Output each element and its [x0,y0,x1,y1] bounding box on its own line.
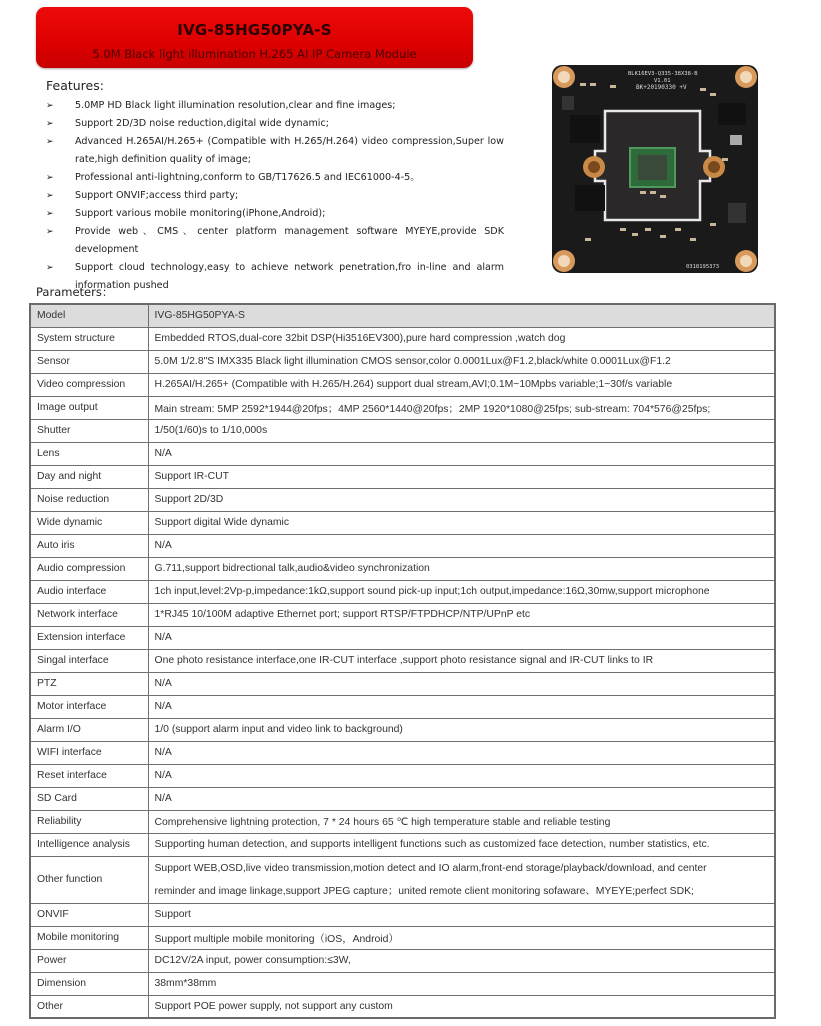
table-row [30,833,775,856]
table-row [30,949,775,972]
param-label: Sensor [30,350,148,373]
parameters-table [29,303,776,1019]
product-subtitle: 5.0M Black light illumination H.265 AI IP Camera Module [92,47,417,61]
table-row [30,972,775,995]
feature-item: ➢ 5.0MP HD Black light illumination resolution,clear and fine images; [46,97,504,115]
table-row [30,350,775,373]
param-label: Audio interface [30,580,148,603]
param-value: Supporting human detection, and supports intelligent functions such as customized face detection, number statistics, etc. [148,833,775,856]
param-label: PTZ [30,672,148,695]
table-row [30,626,775,649]
feature-item: ➢ Professional anti-lightning,conform to GB/T17626.5 and IEC61000-4-5。 [46,169,504,187]
param-value: N/A [148,442,775,465]
table-row [30,903,775,926]
arrow-bullet-icon: ➢ [46,227,54,237]
title-banner [36,7,473,68]
arrow-bullet-icon: ➢ [46,173,54,183]
param-label: SD Card [30,787,148,810]
table-row [30,603,775,626]
param-value: 1/50(1/60)s to 1/10,000s [148,419,775,442]
param-value: N/A [148,534,775,557]
svg-text:BLK16EV3-Q335-38X38-B: BLK16EV3-Q335-38X38-B [628,71,698,77]
table-row [30,396,775,419]
parameters-heading: Parameters： [36,285,114,299]
param-label: Reset interface [30,764,148,787]
param-value: N/A [148,787,775,810]
param-value: Support [148,903,775,926]
param-label: Singal interface [30,649,148,672]
table-row [30,465,775,488]
table-row [30,718,775,741]
param-value: 5.0M 1/2.8"S IMX335 Black light illumination CMOS sensor,color 0.0001Lux@F1.2,black/white 0.0001Lux@F1.2 [148,350,775,373]
svg-text:V1.01: V1.01 [654,78,671,84]
table-row [30,695,775,718]
param-label: Network interface [30,603,148,626]
table-row [30,649,775,672]
table-row [30,787,775,810]
param-label: Motor interface [30,695,148,718]
table-row [30,511,775,534]
feature-item: ➢ Support various mobile monitoring(iPhone,Android); [46,205,504,223]
feature-item: ➢ Advanced H.265AI/H.265+ (Compatible with H.265/H.264) video compression,Super low rate,high definition quality of image; [46,133,504,169]
table-row [30,419,775,442]
param-label: Image output [30,396,148,419]
param-value: Main stream: 5MP 2592*1944@20fps；4MP 2560*1440@20fps；2MP 1920*1080@25fps; sub-stream: 704*576@25fps; [148,396,775,419]
table-row [30,442,775,465]
param-value: N/A [148,695,775,718]
param-value: One photo resistance interface,one IR-CUT interface ,support photo resistance signal and IR-CUT links to IR [148,649,775,672]
param-value: 1*RJ45 10/100M adaptive Ethernet port; support RTSP/FTPDHCP/NTP/UPnP etc [148,603,775,626]
features-heading: Features: [46,78,104,93]
param-label: Power [30,949,148,972]
param-label: Intelligence analysis [30,833,148,856]
table-row [30,995,775,1018]
param-label: Audio compression [30,557,148,580]
table-row [30,764,775,787]
feature-item: ➢ Provide web、CMS、center platform management software MYEYE,provide SDK development [46,223,504,259]
table-row [30,672,775,695]
arrow-bullet-icon: ➢ [46,119,54,129]
arrow-bullet-icon: ➢ [46,191,54,201]
param-value: Support digital Wide dynamic [148,511,775,534]
param-value: Support POE power supply, not support any custom [148,995,775,1018]
table-row [30,327,775,350]
param-label: WIFI interface [30,741,148,764]
param-label: Model [30,304,148,327]
param-value: DC12V/2A input, power consumption:≤3W, [148,949,775,972]
svg-text:0318195373: 0318195373 [686,264,720,270]
param-label: Alarm I/O [30,718,148,741]
param-label: Dimension [30,972,148,995]
param-label: Other [30,995,148,1018]
param-value: H.265AI/H.265+ (Compatible with H.265/H.264) support dual stream,AVI;0.1M~10Mpbs variable;1~30f/s variable [148,373,775,396]
param-value: Support 2D/3D [148,488,775,511]
param-label: Auto iris [30,534,148,557]
feature-item: ➢ Support 2D/3D noise reduction,digital wide dynamic; [46,115,504,133]
param-value: IVG-85HG50PYA-S [148,304,775,327]
param-label: Video compression [30,373,148,396]
param-label: System structure [30,327,148,350]
param-value: G.711,support bidrectional talk,audio&video synchronization [148,557,775,580]
table-row [30,926,775,949]
param-value: N/A [148,626,775,649]
param-label: Noise reduction [30,488,148,511]
camera-module-board-image [550,63,760,275]
param-value: N/A [148,672,775,695]
param-label: Reliability [30,810,148,833]
param-label: Day and night [30,465,148,488]
product-model-title: IVG-85HG50PYA-S [177,21,332,39]
features-list [46,97,504,295]
param-value: 38mm*38mm [148,972,775,995]
param-label: Lens [30,442,148,465]
param-label: Mobile monitoring [30,926,148,949]
param-value: Support WEB,OSD,live video transmission,motion detect and IO alarm,front-end storage/playback/download, and center reminder and image linkage,support JPEG capture；united remote client monitoring sofaware、MYEYE;perfect SDK; [148,856,775,903]
table-row-model [30,304,775,327]
table-row [30,534,775,557]
pcb-board-illustration [550,63,760,275]
table-row [30,373,775,396]
arrow-bullet-icon: ➢ [46,101,54,111]
table-row [30,580,775,603]
param-value: 1/0 (support alarm input and video link to background) [148,718,775,741]
table-row [30,856,775,903]
param-value: 1ch input,level:2Vp-p,impedance:1kΩ,support sound pick-up input;1ch output,impedance:16Ω,30mw,support microphone [148,580,775,603]
param-value: Support multiple mobile monitoring（iOS，Android） [148,926,775,949]
arrow-bullet-icon: ➢ [46,209,54,219]
arrow-bullet-icon: ➢ [46,137,54,147]
feature-item: ➢ Support ONVIF;access third party; [46,187,504,205]
param-value: Support IR-CUT [148,465,775,488]
param-label: Other function [30,856,148,903]
param-value: Comprehensive lightning protection, 7 * 24 hours 65 ℃ high temperature stable and reliable testing [148,810,775,833]
param-value: N/A [148,741,775,764]
svg-text:BK+20190330 +V: BK+20190330 +V [636,84,687,91]
param-label: Extension interface [30,626,148,649]
table-row [30,810,775,833]
param-value: N/A [148,764,775,787]
table-row [30,557,775,580]
arrow-bullet-icon: ➢ [46,263,54,273]
param-label: ONVIF [30,903,148,926]
table-row [30,741,775,764]
param-value: Embedded RTOS,dual-core 32bit DSP(Hi3516EV300),pure hard compression ,watch dog [148,327,775,350]
table-row [30,488,775,511]
feature-item: ➢ Support cloud technology,easy to achieve network penetration,fro in-line and alarm information pushed [46,259,504,295]
param-label: Shutter [30,419,148,442]
param-label: Wide dynamic [30,511,148,534]
